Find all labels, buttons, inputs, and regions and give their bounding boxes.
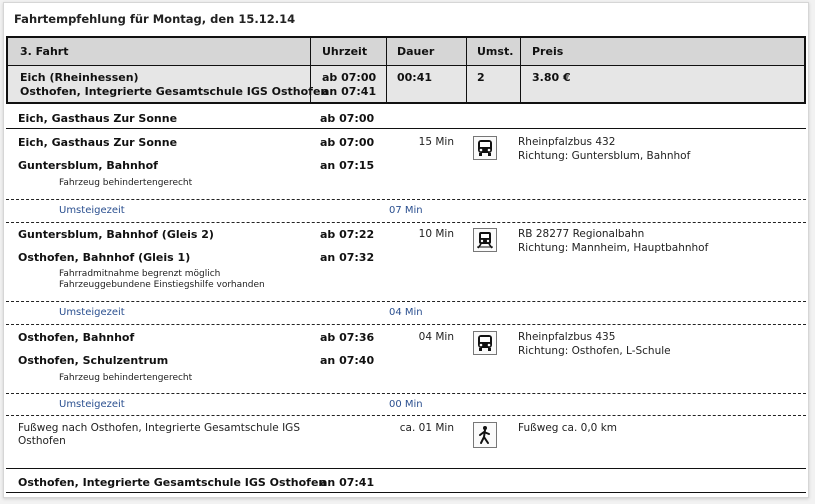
leg-3-duration: 04 Min [418,331,454,343]
leg-1-line: Rheinpfalzbus 432 [518,136,616,148]
summary-from: Eich (Rheinhessen) [20,71,139,84]
leg-1-duration: 15 Min [418,136,454,148]
leg-1-arrival: an 07:15 [320,159,375,172]
walk-text: Fußweg nach Osthofen, Integrierte Gesamtschule IGS [18,422,300,434]
header-fahrt: 3. Fahrt [20,45,69,58]
divider [6,128,806,129]
walk-description: Fußweg ca. 0,0 km [518,422,618,434]
column-divider [520,38,521,66]
leg-1-to: Guntersblum, Bahnhof [18,159,158,172]
divider [6,415,806,416]
summary-to: Osthofen, Integrierte Gesamtschule IGS Osthofen [20,85,329,98]
leg-1-note: Fahrzeug behindertengerecht [59,178,193,188]
column-divider [310,38,311,66]
summary-departure: ab 07:00 [322,71,377,84]
divider [6,393,806,394]
header-dauer: Dauer [397,45,435,58]
summary-price: 3.80 € [532,71,571,84]
transfer-3-time: 00 Min [389,399,423,410]
transfer-2-time: 04 Min [389,307,423,318]
divider [6,222,806,223]
page-title: Fahrtempfehlung für Montag, den 15.12.14 [14,12,296,26]
column-divider [310,66,311,102]
leg-1-departure: ab 07:00 [320,136,375,149]
divider [6,492,806,493]
leg-2-note: Fahrzeuggebundene Einstiegshilfe vorhanden [59,280,265,290]
leg-2-direction: Richtung: Mannheim, Hauptbahnhof [518,242,709,254]
leg-3-to: Osthofen, Schulzentrum [18,354,169,367]
leg-2-from: Guntersblum, Bahnhof (Gleis 2) [18,228,214,241]
divider [6,324,806,325]
column-divider [466,66,467,102]
header-umst: Umst. [477,45,514,58]
table-header [6,36,806,66]
leg-2-departure: ab 07:22 [320,228,375,241]
transfer-3-label: Umsteigezeit [59,399,125,410]
column-divider [386,38,387,66]
walk-duration: ca. 01 Min [399,422,454,434]
column-divider [386,66,387,102]
leg-3-direction: Richtung: Osthofen, L-Schule [518,345,671,357]
leg-1-from: Eich, Gasthaus Zur Sonne [18,136,178,149]
summary-duration: 00:41 [397,71,433,84]
start-stop: Eich, Gasthaus Zur Sonne [18,112,178,125]
header-uhrzeit: Uhrzeit [322,45,368,58]
column-divider [520,66,521,102]
bus-icon [473,331,497,355]
divider [6,301,806,302]
leg-3-note: Fahrzeug behindertengerecht [59,373,193,383]
walk-text-destination: Osthofen [18,435,66,447]
leg-2-line: RB 28277 Regionalbahn [518,228,645,240]
leg-2-to: Osthofen, Bahnhof (Gleis 1) [18,251,191,264]
leg-3-from: Osthofen, Bahnhof [18,331,135,344]
divider [6,199,806,200]
end-time: an 07:41 [320,476,375,489]
transfer-1-label: Umsteigezeit [59,205,125,216]
leg-3-line: Rheinpfalzbus 435 [518,331,616,343]
walking-person-icon [473,422,497,448]
leg-2-duration: 10 Min [418,228,454,240]
leg-3-departure: ab 07:36 [320,331,375,344]
leg-2-arrival: an 07:32 [320,251,375,264]
end-stop: Osthofen, Integrierte Gesamtschule IGS Osthofen [18,476,327,489]
trip-summary-row[interactable] [6,66,806,104]
leg-2-note: Fahrradmitnahme begrenzt möglich [59,269,221,279]
start-time: ab 07:00 [320,112,375,125]
itinerary-panel [3,2,809,498]
summary-arrival: an 07:41 [322,85,377,98]
leg-3-arrival: an 07:40 [320,354,375,367]
leg-1-direction: Richtung: Guntersblum, Bahnhof [518,150,691,162]
divider [6,468,806,469]
column-divider [466,38,467,66]
summary-transfers: 2 [477,71,485,84]
train-icon [473,228,497,252]
bus-icon [473,136,497,160]
itinerary-table [6,36,806,104]
header-preis: Preis [532,45,564,58]
transfer-2-label: Umsteigezeit [59,307,125,318]
transfer-1-time: 07 Min [389,205,423,216]
